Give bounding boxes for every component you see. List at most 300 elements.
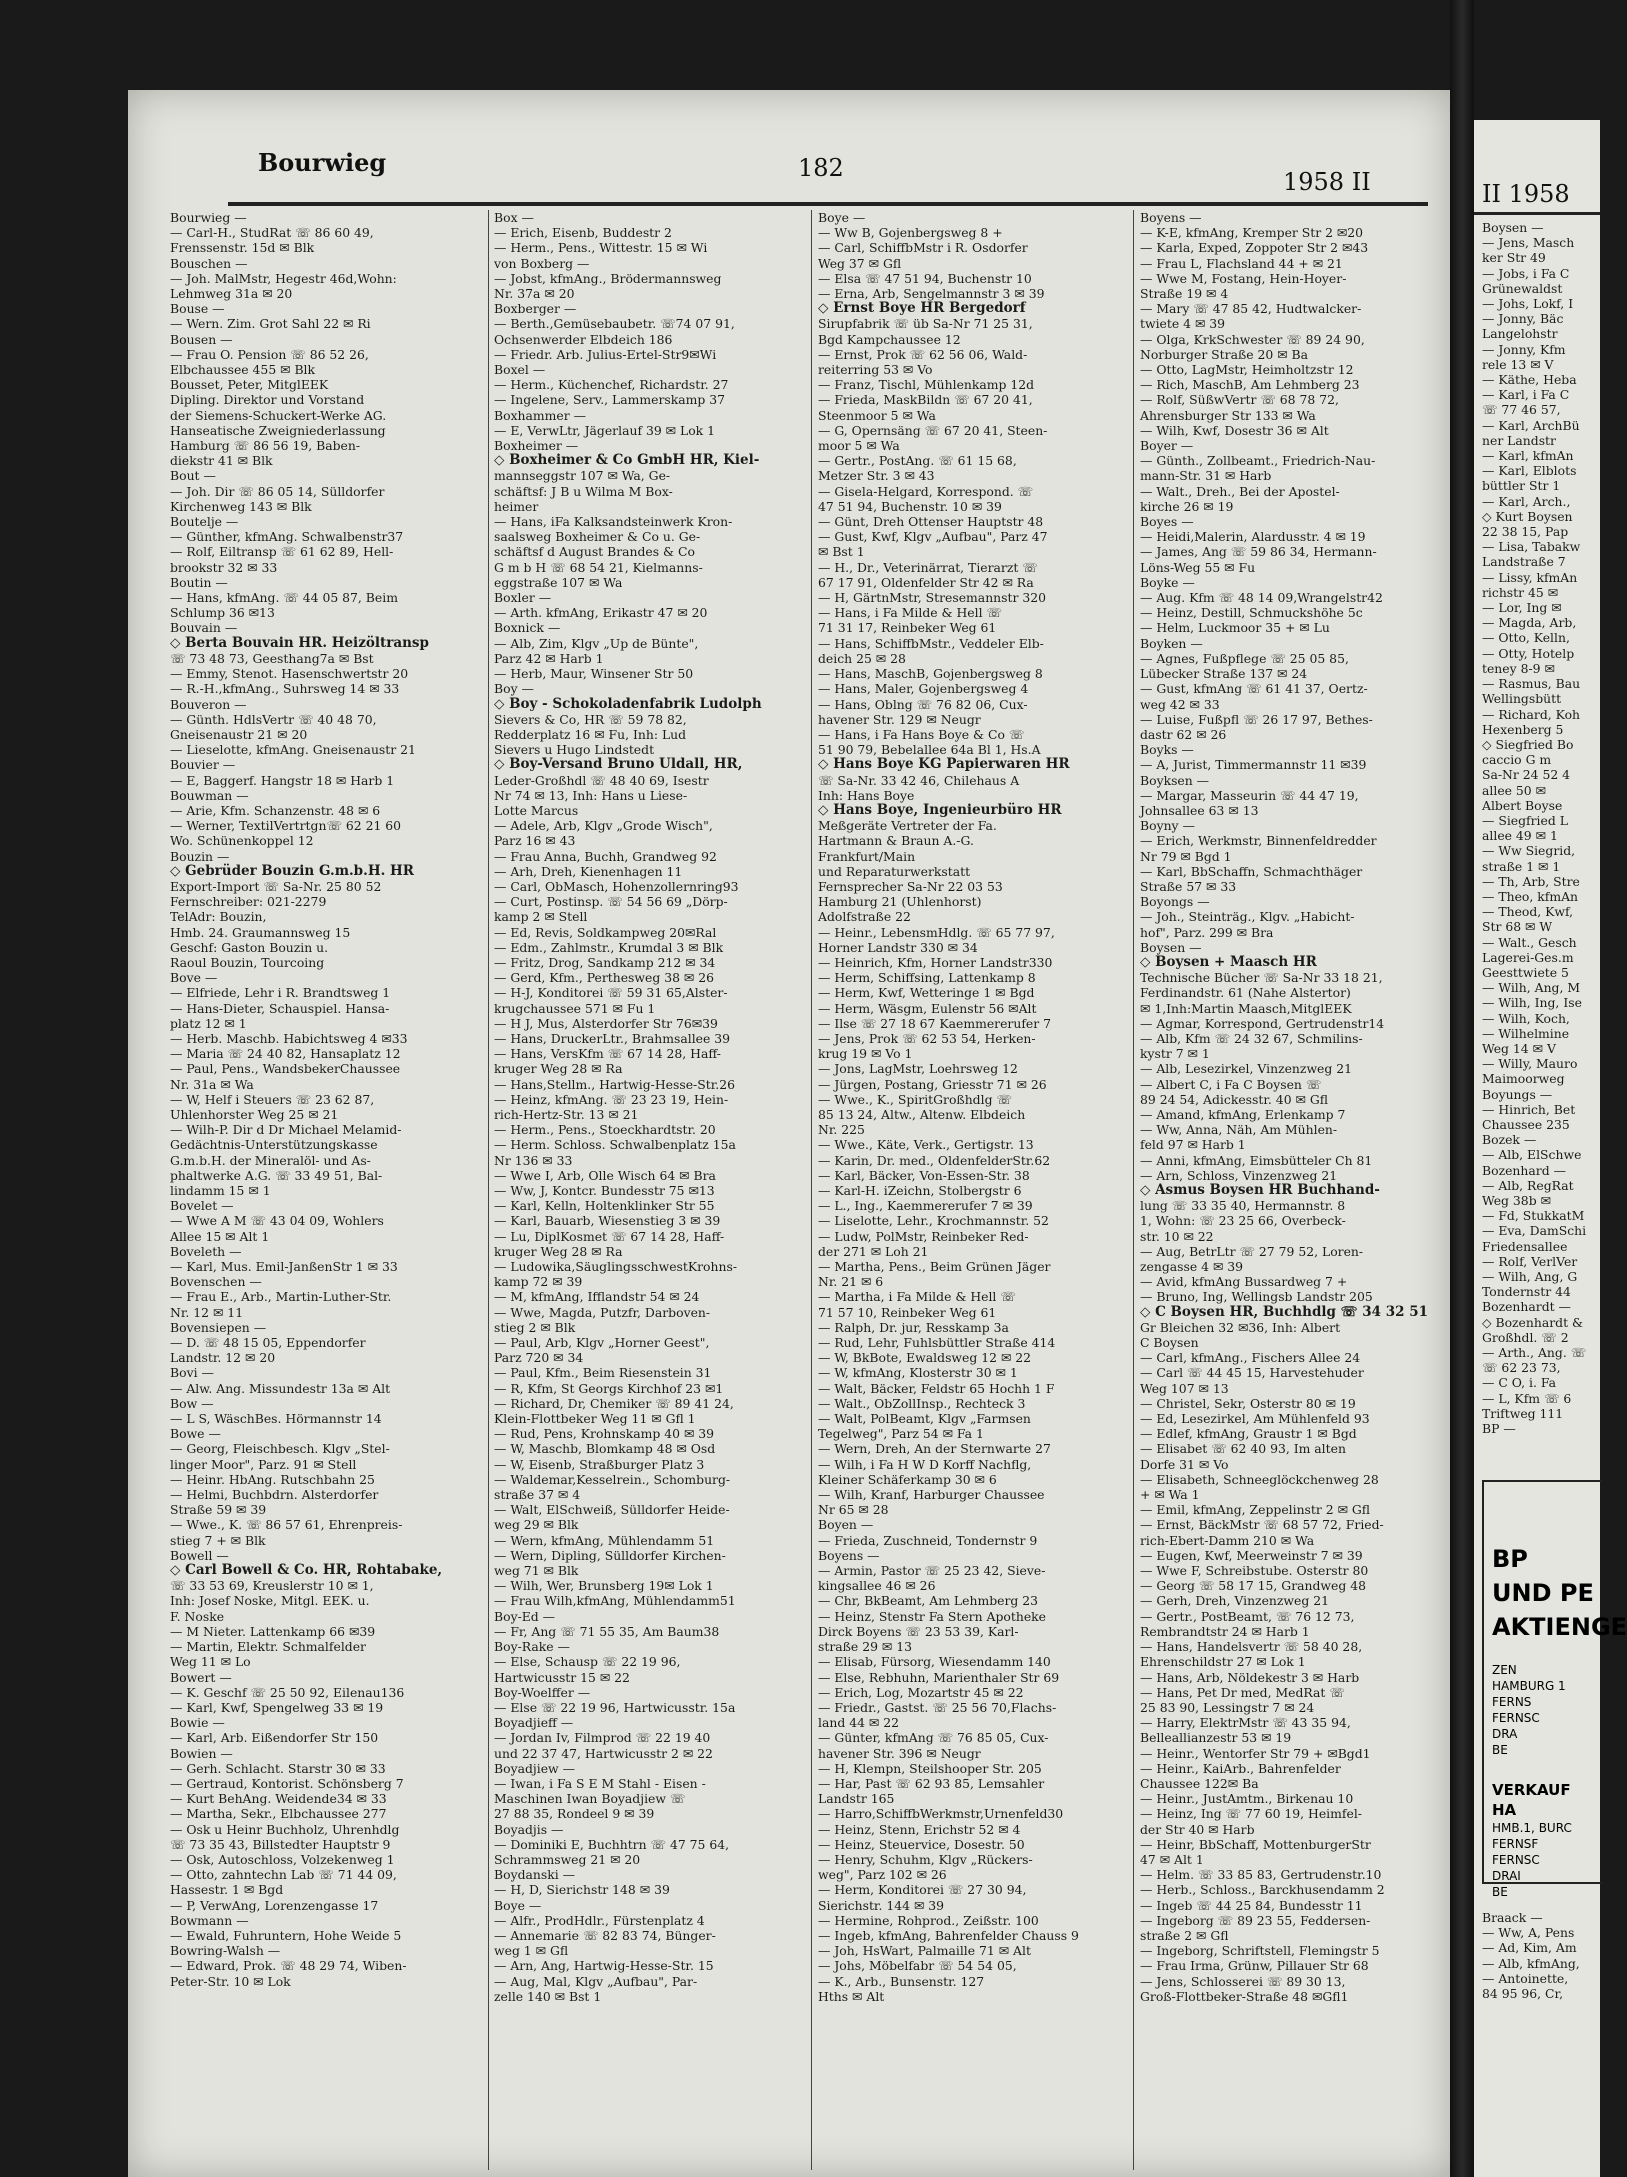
directory-entry-line: mannseggstr 107 ✉ Wa, Ge- xyxy=(494,468,671,484)
column-4 xyxy=(1140,210,1440,2170)
directory-entry-line: — Hans,Stellm., Hartwig-Hesse-Str.26 xyxy=(494,1076,735,1092)
directory-entry-line: Nr. 31a ✉ Wa xyxy=(170,1076,254,1092)
directory-entry-line: Sierichstr. 144 ✉ 39 xyxy=(818,1897,945,1913)
directory-entry-line: — Jobst, kfmAng., Brödermannsweg xyxy=(494,270,722,286)
facing-entry-line: — Ad, Kim, Am xyxy=(1482,1940,1577,1956)
facing-entry-line: — Karl, ArchBü xyxy=(1482,417,1580,433)
ad-text-line: HA xyxy=(1492,1801,1517,1819)
directory-entry-line: — Carl-H., StudRat ☏ 86 60 49, xyxy=(170,225,374,241)
directory-entry-line: Horner Landstr 330 ✉ 34 xyxy=(818,939,978,955)
directory-entry-line: — Joh, HsWart, Palmaille 71 ✉ Alt xyxy=(818,1943,1031,1959)
directory-entry-line: — Friedr., Gastst. ☏ 25 56 70,Flachs- xyxy=(818,1699,1057,1715)
directory-entry-line: + ✉ Wa 1 xyxy=(1140,1487,1200,1503)
directory-entry-line: Boyke — xyxy=(1140,574,1195,590)
facing-entry-line: — Wilh, Ing, Ise xyxy=(1482,995,1582,1011)
facing-entry-line: — Jonny, Kfm xyxy=(1482,341,1566,357)
directory-entry-line: kruger Weg 28 ✉ Ra xyxy=(494,1061,623,1077)
directory-entry-line: — Hans, Oblng ☏ 76 82 06, Cux- xyxy=(818,696,1028,712)
directory-entry-line: 47 51 94, Buchenstr. 10 ✉ 39 xyxy=(818,498,1002,514)
directory-entry-line: — Hans, Arb, Nöldekestr 3 ✉ Harb xyxy=(1140,1669,1360,1685)
directory-entry-line: — Johs, Möbelfabr ☏ 54 54 05, xyxy=(818,1958,1017,1974)
directory-entry-line: — Herm, Schiffsing, Lattenkamp 8 xyxy=(818,970,1036,986)
directory-entry-line: Boydanski — xyxy=(494,1867,576,1883)
facing-entry-line: — Wilh, Koch, xyxy=(1482,1010,1570,1026)
facing-entry-line: 22 38 15, Pap xyxy=(1482,524,1569,540)
directory-entry-line: Frenssenstr. 15d ✉ Blk xyxy=(170,240,315,256)
directory-entry-line: hof", Parz. 299 ✉ Bra xyxy=(1140,924,1274,940)
directory-entry-line: ◇ Hans Boye KG Papierwaren HR xyxy=(818,756,1070,773)
directory-entry-line: — Olga, KrkSchwester ☏ 89 24 90, xyxy=(1140,331,1365,347)
directory-entry-line: — Heinz, Stenstr Fa Stern Apotheke xyxy=(818,1608,1046,1624)
directory-entry-line: — Martha, i Fa Milde & Hell ☏ xyxy=(818,1289,1016,1305)
directory-entry-line: — Elisabet ☏ 62 40 93, Im alten xyxy=(1140,1441,1346,1457)
directory-entry-line: — Gerd, Kfm., Perthesweg 38 ✉ 26 xyxy=(494,970,714,986)
directory-entry-line: — Jens, Prok ☏ 62 53 54, Herken- xyxy=(818,1030,1036,1046)
directory-entry-line: — Günth. HdlsVertr ☏ 40 48 70, xyxy=(170,711,377,727)
facing-entry-line: — Ww Siegrid, xyxy=(1482,843,1576,859)
directory-entry-line: — Rolf, Eiltransp ☏ 61 62 89, Hell- xyxy=(170,544,394,560)
directory-entry-line: — Agnes, Fußpflege ☏ 25 05 85, xyxy=(1140,650,1349,666)
directory-entry-line: — Frau O. Pension ☏ 86 52 26, xyxy=(170,346,369,362)
directory-entry-line: schäftsf d August Brandes & Co xyxy=(494,544,695,560)
directory-entry-line: Kleiner Schäferkamp 30 ✉ 6 xyxy=(818,1471,997,1487)
directory-entry-line: — Wern, kfmAng, Mühlendamm 51 xyxy=(494,1532,715,1548)
directory-entry-line: — Rud, Lehr, Fuhlsbüttler Straße 414 xyxy=(818,1335,1056,1351)
directory-entry-line: — Heinz, Destill, Schmuckshöhe 5c xyxy=(1140,605,1363,621)
directory-entry-line: Bovenschen — xyxy=(170,1274,262,1290)
facing-entry-line: Sa-Nr 24 52 4 xyxy=(1482,767,1571,783)
directory-entry-line: — Herm., Pens., Stoeckhardtstr. 20 xyxy=(494,1122,716,1138)
directory-entry-line: Landstr. 12 ✉ 20 xyxy=(170,1350,276,1366)
facing-entry-line: — Siegfried L xyxy=(1482,812,1568,828)
directory-entry-line: — Paul, Arb, Klgv „Horner Geest", xyxy=(494,1335,710,1351)
facing-entry-line: — Arth., Ang. ☏ xyxy=(1482,1345,1587,1361)
directory-entry-line: — Frau Wilh,kfmAng, Mühlendamm51 xyxy=(494,1593,736,1609)
directory-entry-line: Bouse — xyxy=(170,301,225,317)
facing-entry-line: ◇ Siegfried Bo xyxy=(1482,736,1574,752)
directory-entry-line: Bowmann — xyxy=(170,1912,249,1928)
directory-entry-line: Redderplatz 16 ✉ Fu, Inh: Lud xyxy=(494,726,687,742)
directory-entry-line: — Alb, Kfm ☏ 24 32 67, Schmilins- xyxy=(1140,1030,1363,1046)
directory-entry-line: C Boysen xyxy=(1140,1335,1199,1351)
directory-entry-line: — Gertraud, Kontorist. Schönsberg 7 xyxy=(170,1775,404,1791)
directory-entry-line: — Luise, Fußpfl ☏ 26 17 97, Bethes- xyxy=(1140,711,1373,727)
directory-entry-line: kamp 72 ✉ 39 xyxy=(494,1274,583,1290)
directory-entry-line: — Annemarie ☏ 82 83 74, Bünger- xyxy=(494,1927,716,1943)
directory-entry-line: — H-J, Konditorei ☏ 59 31 65,Alster- xyxy=(494,985,728,1001)
facing-entry-line: ker Str 49 xyxy=(1482,250,1546,266)
directory-entry-line: Hths ✉ Alt xyxy=(818,1988,885,2004)
directory-entry-line: 89 24 54, Adickesstr. 40 ✉ Gfl xyxy=(1140,1091,1329,1107)
directory-entry-line: Johnsallee 63 ✉ 13 xyxy=(1140,802,1259,818)
directory-entry-line: Boyks — xyxy=(1140,742,1194,758)
directory-entry-line: — Gust, Kwf, Klgv „Aufbau", Parz 47 xyxy=(818,529,1048,545)
directory-entry-line: — Herm, Kwf, Wetteringe 1 ✉ Bgd xyxy=(818,985,1035,1001)
facing-entry-line: — Karl, Arch., xyxy=(1482,493,1571,509)
directory-entry-line: — Lieselotte, kfmAng. Gneisenaustr 21 xyxy=(170,742,416,758)
directory-entry-line: Dirck Boyens ☏ 23 53 39, Karl- xyxy=(818,1623,1019,1639)
ad-text-line: BP xyxy=(1492,1545,1528,1573)
directory-entry-line: Frankfurt/Main xyxy=(818,848,916,864)
directory-entry-line: 71 31 17, Reinbeker Weg 61 xyxy=(818,620,997,636)
directory-entry-line: — Carl, kfmAng., Fischers Allee 24 xyxy=(1140,1350,1361,1366)
facing-entry-line: Albert Boyse xyxy=(1482,797,1563,813)
directory-entry-line: — Heinz, kfmAng. ☏ 23 23 19, Hein- xyxy=(494,1091,729,1107)
directory-entry-line: — Avid, kfmAng Bussardweg 7 + xyxy=(1140,1274,1348,1290)
directory-entry-line: Weg 11 ✉ Lo xyxy=(170,1654,251,1670)
directory-entry-line: reiterring 53 ✉ Vo xyxy=(818,362,933,378)
facing-entry-line: rele 13 ✉ V xyxy=(1482,356,1554,372)
facing-entry-line: — Käthe, Heba xyxy=(1482,372,1577,388)
directory-entry-line: — H, GärtnMstr, Stresemannstr 320 xyxy=(818,590,1047,606)
directory-entry-line: — W, Eisenb, Straßburger Platz 3 xyxy=(494,1456,705,1472)
directory-entry-line: — Elisabeth, Schneeglöckchenweg 28 xyxy=(1140,1471,1379,1487)
facing-entry-line: — Lor, Ing ✉ xyxy=(1482,600,1562,616)
directory-page xyxy=(128,90,1450,2177)
directory-entry-line: — Elsa ☏ 47 51 94, Buchenstr 10 xyxy=(818,270,1032,286)
directory-entry-line: Bowert — xyxy=(170,1669,232,1685)
directory-entry-line: straße 2 ✉ Gfl xyxy=(1140,1927,1229,1943)
directory-entry-line: 1, Wohn: ☏ 23 25 66, Overbeck- xyxy=(1140,1213,1346,1229)
facing-entry-line: Großhdl. ☏ 2 xyxy=(1482,1329,1569,1345)
directory-entry-line: 85 13 24, Altw., Altenw. Elbdeich xyxy=(818,1106,1026,1122)
directory-entry-line: Lübecker Straße 137 ✉ 24 xyxy=(1140,666,1308,682)
directory-entry-line: Bgd Kampchaussee 12 xyxy=(818,331,961,347)
facing-entry-line: teney 8-9 ✉ xyxy=(1482,660,1555,676)
directory-entry-line: Bousset, Peter, MitglEEK xyxy=(170,377,329,393)
directory-entry-line: — Karl, Bauarb, Wiesenstieg 3 ✉ 39 xyxy=(494,1213,721,1229)
ad-text-line: FERNS xyxy=(1492,1695,1532,1709)
directory-entry-line: Dipling. Direktor und Vorstand xyxy=(170,392,365,408)
directory-entry-line: — Arh, Dreh, Kienenhagen 11 xyxy=(494,863,683,879)
directory-entry-line: — Else, Rebhuhn, Marienthaler Str 69 xyxy=(818,1669,1060,1685)
directory-entry-line: Boy-Woelffer — xyxy=(494,1684,591,1700)
directory-entry-line: Lehmweg 31a ✉ 20 xyxy=(170,286,293,302)
directory-entry-line: — Hans, VersKfm ☏ 67 14 28, Haff- xyxy=(494,1046,721,1062)
facing-entry-line: richstr 45 ✉ xyxy=(1482,584,1559,600)
directory-entry-line: Boxel — xyxy=(494,362,546,378)
facing-entry-line: — Rolf, VerlVer xyxy=(1482,1253,1578,1269)
directory-entry-line: — Carl ☏ 44 45 15, Harvestehuder xyxy=(1140,1365,1364,1381)
directory-entry-line: — Ludowika,SäuglingsschwestKrohns- xyxy=(494,1259,738,1275)
directory-entry-line: Bowe — xyxy=(170,1426,221,1442)
directory-entry-line: — Paul, Kfm., Beim Riesenstein 31 xyxy=(494,1365,712,1381)
directory-entry-line: — Osk, Autoschloss, Volzekenweg 1 xyxy=(170,1851,395,1867)
directory-entry-line: Bouschen — xyxy=(170,255,248,271)
ad-text-line: HAMBURG 1 xyxy=(1492,1679,1566,1693)
directory-entry-line: — Jordan Iv, Filmprod ☏ 22 19 40 xyxy=(494,1730,711,1746)
directory-entry-line: — Aug. Kfm ☏ 48 14 09,Wrangelstr42 xyxy=(1140,590,1383,606)
directory-entry-line: Peter-Str. 10 ✉ Lok xyxy=(170,1973,291,1989)
directory-entry-line: — Erich, Eisenb, Buddestr 2 xyxy=(494,225,672,241)
directory-entry-line: — Erich, Log, Mozartstr 45 ✉ 22 xyxy=(818,1684,1024,1700)
facing-entry-line: — Johs, Lokf, I xyxy=(1482,296,1574,312)
directory-entry-line: Hamburg ☏ 86 56 19, Baben- xyxy=(170,438,361,454)
facing-entry-line: — Karl, kfmAn xyxy=(1482,448,1574,464)
directory-entry-line: zelle 140 ✉ Bst 1 xyxy=(494,1988,602,2004)
directory-entry-line: — Gertr., PostAng. ☏ 61 15 68, xyxy=(818,453,1017,469)
directory-entry-line: ◇ Boxheimer & Co GmbH HR, Kiel- xyxy=(494,452,760,469)
directory-entry-line: Export-Import ☏ Sa-Nr. 25 80 52 xyxy=(170,878,382,894)
directory-entry-line: — Günter, kfmAng ☏ 76 85 05, Cux- xyxy=(818,1730,1049,1746)
directory-entry-line: ✉ 1,Inh:Martin Maasch,MitglEEK xyxy=(1140,1000,1352,1016)
directory-entry-line: — Alb, Zim, Klgv „Up de Bünte", xyxy=(494,635,699,651)
directory-entry-line: und Reparaturwerkstatt xyxy=(818,863,971,879)
directory-entry-line: Ferdinandstr. 61 (Nahe Alstertor) xyxy=(1140,985,1351,1001)
directory-entry-line: kystr 7 ✉ 1 xyxy=(1140,1046,1210,1062)
directory-entry-line: — Hans, MaschB, Gojenbergsweg 8 xyxy=(818,666,1043,682)
directory-entry-line: — H J, Mus, Alsterdorfer Str 76✉39 xyxy=(494,1015,718,1031)
directory-entry-line: lindamm 15 ✉ 1 xyxy=(170,1183,271,1198)
directory-entry-line: und 22 37 47, Hartwicusstr 2 ✉ 22 xyxy=(494,1745,713,1761)
directory-entry-line: Norburger Straße 20 ✉ Ba xyxy=(1140,346,1309,362)
directory-entry-line: — P, VerwAng, Lorenzengasse 17 xyxy=(170,1897,379,1913)
facing-entry-line: Tondernstr 44 xyxy=(1482,1284,1571,1300)
directory-entry-line: — Wilh, Kwf, Dosestr 36 ✉ Alt xyxy=(1140,422,1329,438)
directory-entry-line: — Liselotte, Lehr., Krochmannstr. 52 xyxy=(818,1213,1049,1229)
directory-entry-line: Bovi — xyxy=(170,1365,214,1381)
directory-entry-line: — Eugen, Kwf, Meerweinstr 7 ✉ 39 xyxy=(1140,1547,1363,1563)
directory-entry-line: — Karl, Arb. Eißendorfer Str 150 xyxy=(170,1730,379,1746)
directory-entry-line: — W, Maschb, Blomkamp 48 ✉ Osd xyxy=(494,1441,716,1457)
directory-entry-line: — H, D, Sierichstr 148 ✉ 39 xyxy=(494,1882,670,1898)
directory-entry-line: — Martin, Elektr. Schmalfelder xyxy=(170,1639,366,1655)
facing-entry-line: Maimoorweg xyxy=(1482,1071,1565,1087)
directory-entry-line: Löns-Weg 55 ✉ Fu xyxy=(1140,559,1256,575)
directory-entry-line: — Walt., Dreh., Bei der Apostel- xyxy=(1140,483,1340,499)
directory-entry-line: — Wilh, i Fa H W D Korff Nachflg, xyxy=(818,1456,1032,1472)
directory-entry-line: Bouwman — xyxy=(170,787,249,803)
directory-entry-line: Bouveron — xyxy=(170,696,247,712)
facing-entry-line: — Jonny, Bäc xyxy=(1482,311,1564,327)
facing-entry-line: Hexenberg 5 xyxy=(1482,721,1564,737)
directory-entry-line: Elbchaussee 455 ✉ Blk xyxy=(170,362,316,378)
directory-entry-line: ◇ C Boysen HR, Buchhdlg ☏ 34 32 51 xyxy=(1140,1303,1428,1320)
directory-entry-line: — A, Jurist, Timmermannstr 11 ✉39 xyxy=(1140,757,1367,773)
directory-entry-line: — Günt, Dreh Ottenser Hauptstr 48 xyxy=(818,514,1044,530)
directory-entry-line: — Ed, Revis, Soldkampweg 20✉Ral xyxy=(494,924,717,940)
directory-entry-line: — Heinr., JustAmtm., Birkenau 10 xyxy=(1140,1791,1354,1807)
facing-entry-line: ◇ Kurt Boysen xyxy=(1482,508,1573,524)
directory-entry-line: Gneisenaustr 21 ✉ 20 xyxy=(170,726,308,742)
directory-entry-line: Fernschreiber: 021-2279 xyxy=(170,894,327,910)
directory-entry-line: Straße 59 ✉ 39 xyxy=(170,1502,267,1518)
directory-entry-line: — Hans, DruckerLtr., Brahmsallee 39 xyxy=(494,1030,731,1046)
directory-entry-line: — Carl, SchiffbMstr i R. Osdorfer xyxy=(818,240,1028,256)
directory-entry-line: — Heinz, Steuervice, Dosestr. 50 xyxy=(818,1836,1025,1852)
directory-entry-line: Sievers & Co, HR ☏ 59 78 82, xyxy=(494,711,687,727)
directory-entry-line: — Arn, Ang, Hartwig-Hesse-Str. 15 xyxy=(494,1958,714,1974)
directory-entry-line: ◇ Hans Boye, Ingenieurbüro HR xyxy=(818,801,1062,818)
directory-entry-line: Nr. 37a ✉ 20 xyxy=(494,286,575,302)
page-number: 182 xyxy=(798,154,844,182)
directory-entry-line: Sirupfabrik ☏ üb Sa-Nr 71 25 31, xyxy=(818,316,1033,332)
directory-entry-line: — W, kfmAng, Klosterstr 30 ✉ 1 xyxy=(818,1365,1018,1381)
facing-entry-line: — Wilh, Ang, G xyxy=(1482,1269,1578,1285)
directory-entry-line: — Wwe., K., SpiritGroßhdlg ☏ xyxy=(818,1091,1012,1107)
directory-entry-line: — Elfriede, Lehr i R. Brandtsweg 1 xyxy=(170,985,391,1001)
facing-entry-line: — Wilh, Ang, M xyxy=(1482,980,1581,996)
directory-entry-line: — Karl, Kelln, Holtenklinker Str 55 xyxy=(494,1198,715,1214)
directory-entry-line: Gedächtnis-Unterstützungskasse xyxy=(170,1137,378,1153)
directory-entry-line: Geschf: Gaston Bouzin u. xyxy=(170,939,329,955)
directory-entry-line: — Frau Irma, Grünw, Pillauer Str 68 xyxy=(1140,1958,1369,1974)
directory-entry-line: Inh: Hans Boye xyxy=(818,787,915,803)
directory-entry-line: — Edlef, kfmAng, Graustr 1 ✉ Bgd xyxy=(1140,1426,1357,1442)
directory-entry-line: — Wwe., Käte, Verk., Gertigstr. 13 xyxy=(818,1137,1034,1153)
directory-entry-line: — Walt, Bäcker, Feldstr 65 Hochh 1 F xyxy=(818,1380,1055,1396)
directory-entry-line: — Martha, Pens., Beim Grünen Jäger xyxy=(818,1259,1051,1275)
directory-entry-line: Groß-Flottbeker-Straße 48 ✉Gfl1 xyxy=(1140,1988,1349,2004)
directory-entry-line: Hamburg 21 (Uhlenhorst) xyxy=(818,894,982,910)
directory-entry-line: — Wilh, Wer, Brunsberg 19✉ Lok 1 xyxy=(494,1578,714,1594)
directory-entry-line: — Ewald, Fuhruntern, Hohe Weide 5 xyxy=(170,1927,402,1943)
directory-entry-line: str. 10 ✉ 22 xyxy=(1140,1228,1214,1244)
column-divider xyxy=(1133,210,1134,2170)
directory-entry-line: G m b H ☏ 68 54 21, Kielmanns- xyxy=(494,559,703,575)
directory-entry-line: — Gust, kfmAng ☏ 61 41 37, Oertz- xyxy=(1140,681,1368,697)
directory-entry-line: Hassestr. 1 ✉ Bgd xyxy=(170,1882,284,1898)
directory-entry-line: Nr 79 ✉ Bgd 1 xyxy=(1140,848,1232,864)
book-gutter xyxy=(1450,0,1474,2177)
facing-header-rule xyxy=(1474,212,1600,215)
directory-entry-line: — Wwe I, Arb, Olle Wisch 64 ✉ Bra xyxy=(494,1167,716,1183)
directory-entry-line: — Curt, Postinsp. ☏ 54 56 69 „Dörp- xyxy=(494,894,728,910)
directory-entry-line: — Günther, kfmAng. Schwalbenstr37 xyxy=(170,529,404,545)
facing-entry-line: Boysen — xyxy=(1482,220,1544,235)
directory-entry-line: stieg 2 ✉ Blk xyxy=(494,1319,576,1335)
directory-entry-line: 25 83 90, Lessingstr 7 ✉ 24 xyxy=(1140,1699,1315,1715)
directory-entry-line: — Maria ☏ 24 40 82, Hansaplatz 12 xyxy=(170,1046,401,1062)
directory-entry-line: — Christel, Sekr, Osterstr 80 ✉ 19 xyxy=(1140,1395,1356,1411)
directory-entry-line: weg 42 ✉ 33 xyxy=(1140,696,1220,712)
directory-entry-line: — Hans, Maler, Gojenbergsweg 4 xyxy=(818,681,1029,697)
directory-entry-line: Allee 15 ✉ Alt 1 xyxy=(170,1228,270,1244)
directory-entry-line: — Helm, Luckmoor 35 + ✉ Lu xyxy=(1140,620,1330,636)
directory-entry-line: — Gertr., PostBeamt, ☏ 76 12 73, xyxy=(1140,1608,1355,1624)
directory-entry-line: — Otto, zahntechn Lab ☏ 71 44 09, xyxy=(170,1867,397,1883)
directory-entry-line: — Mary ☏ 47 85 42, Hudtwalcker- xyxy=(1140,301,1362,317)
directory-entry-line: Straße 57 ✉ 33 xyxy=(1140,878,1237,894)
directory-entry-line: Ehrenschildstr 27 ✉ Lok 1 xyxy=(1140,1654,1306,1670)
directory-entry-line: Nr. 225 xyxy=(818,1122,865,1138)
facing-entry-line: büttler Str 1 xyxy=(1482,478,1561,494)
directory-entry-line: — Wilh, Kranf, Harburger Chaussee xyxy=(818,1487,1045,1503)
directory-entry-line: Metzer Str. 3 ✉ 43 xyxy=(818,468,935,484)
directory-entry-line: Ahrensburger Str 133 ✉ Wa xyxy=(1140,407,1316,423)
facing-entry-line: Wellingsbütt xyxy=(1482,691,1562,707)
directory-entry-line: — Bruno, Ing, Wellingsb Landstr 205 xyxy=(1140,1289,1373,1305)
directory-entry-line: — Berth.,Gemüsebaubetr. ☏74 07 91, xyxy=(494,316,735,332)
directory-entry-line: — Helmi, Buchbdrn. Alsterdorfer xyxy=(170,1487,379,1503)
directory-entry-line: Nr. 21 ✉ 6 xyxy=(818,1274,884,1290)
directory-entry-line: Kirchenweg 143 ✉ Blk xyxy=(170,498,312,514)
facing-entry-line: Braack — xyxy=(1482,1910,1543,1925)
directory-entry-line: Hmb. 24. Graumannsweg 15 xyxy=(170,924,351,940)
directory-entry-line: lung ☏ 33 35 40, Hermannstr. 8 xyxy=(1140,1198,1346,1214)
directory-entry-line: ☏ Sa-Nr. 33 42 46, Chilehaus A xyxy=(818,772,1020,788)
directory-entry-line: — Herm, Wäsgm, Eulenstr 56 ✉Alt xyxy=(818,1000,1037,1016)
directory-entry-line: — Franz, Tischl, Mühlenkamp 12d xyxy=(818,377,1035,393)
directory-entry-line: — Arie, Kfm. Schanzenstr. 48 ✉ 6 xyxy=(170,802,381,818)
directory-entry-line: rich-Hertz-Str. 13 ✉ 21 xyxy=(494,1106,639,1122)
directory-entry-line: — Edward, Prok. ☏ 48 29 74, Wiben- xyxy=(170,1958,407,1974)
directory-entry-line: Raoul Bouzin, Tourcoing xyxy=(170,954,325,970)
facing-entry-line: — Wilhelmine xyxy=(1482,1025,1570,1041)
directory-entry-line: — L S, WäschBes. Hörmannstr 14 xyxy=(170,1411,382,1427)
directory-entry-line: — Carl, ObMasch, Hohenzollernring93 xyxy=(494,878,739,894)
directory-entry-line: feld 97 ✉ Harb 1 xyxy=(1140,1137,1246,1153)
directory-entry-line: — E, Baggerf. Hangstr 18 ✉ Harb 1 xyxy=(170,772,395,788)
directory-entry-line: weg", Parz 102 ✉ 26 xyxy=(818,1867,947,1883)
directory-entry-line: — Wern, Dipling, Sülldorfer Kirchen- xyxy=(494,1547,726,1563)
facing-entry-line: — Alb, RegRat xyxy=(1482,1177,1574,1193)
directory-entry-line: Bouzin — xyxy=(170,848,230,864)
directory-entry-line: — Walt, ElSchweiß, Sülldorfer Heide- xyxy=(494,1502,730,1518)
directory-entry-line: — Heinz, Stenn, Erichstr 52 ✉ 4 xyxy=(818,1821,1021,1837)
directory-entry-line: — Margar, Masseurin ☏ 44 47 19, xyxy=(1140,787,1359,803)
directory-entry-line: stieg 7 + ✉ Blk xyxy=(170,1532,266,1548)
directory-entry-line: Bout — xyxy=(170,468,216,484)
directory-entry-line: — M Nieter. Lattenkamp 66 ✉39 xyxy=(170,1623,376,1639)
directory-entry-line: havener Str. 396 ✉ Neugr xyxy=(818,1745,981,1761)
facing-entry-line: ☏ 62 23 73, xyxy=(1482,1360,1561,1376)
directory-entry-line: Boyken — xyxy=(1140,635,1203,651)
directory-entry-line: Boxnick — xyxy=(494,620,561,636)
directory-entry-line: — Karl, BbSchaffn, Schmachthäger xyxy=(1140,863,1363,879)
ad-text-line: ZEN xyxy=(1492,1663,1517,1677)
directory-entry-line: dastr 62 ✉ 26 xyxy=(1140,726,1227,742)
directory-entry-line: — Ludw, PolMstr, Reinbeker Red- xyxy=(818,1228,1029,1244)
directory-entry-line: — Paul, Pens., WandsbekerChaussee xyxy=(170,1061,401,1077)
directory-entry-line: — Amand, kfmAng, Erlenkamp 7 xyxy=(1140,1106,1346,1122)
directory-entry-line: — Heinr, BbSchaff, MottenburgerStr xyxy=(1140,1836,1371,1852)
facing-entry-line: — L, Kfm ☏ 6 xyxy=(1482,1390,1572,1406)
directory-entry-line: Schrammsweg 21 ✉ 20 xyxy=(494,1851,641,1867)
directory-entry-line: weg 1 ✉ Gfl xyxy=(494,1943,569,1959)
directory-entry-line: Boyadjis — xyxy=(494,1821,564,1837)
directory-entry-line: — Frieda, MaskBildn ☏ 67 20 41, xyxy=(818,392,1033,408)
directory-entry-line: — M, kfmAng, Ifflandstr 54 ✉ 24 xyxy=(494,1289,700,1305)
directory-entry-line: — Heinr. HbAng. Rutschbahn 25 xyxy=(170,1471,375,1487)
directory-entry-line: — Martha, Sekr., Elbchaussee 277 xyxy=(170,1806,387,1822)
facing-entry-line: Weg 38b ✉ xyxy=(1482,1193,1551,1208)
directory-entry-line: — Ingeb, kfmAng, Bahrenfelder Chauss 9 xyxy=(818,1927,1079,1943)
directory-entry-line: — Rich, MaschB, Am Lehmberg 23 xyxy=(1140,377,1360,393)
directory-entry-line: platz 12 ✉ 1 xyxy=(170,1015,247,1031)
directory-entry-line: Boyes — xyxy=(1140,514,1194,530)
directory-entry-line: — Heinr., LebensmHdlg. ☏ 65 77 97, xyxy=(818,924,1055,940)
directory-entry-line: Bouvier — xyxy=(170,757,236,773)
directory-entry-line: — Ilse ☏ 27 18 67 Kaemmererufer 7 xyxy=(818,1015,1051,1031)
directory-entry-line: F. Noske xyxy=(170,1608,225,1624)
directory-entry-line: — Ernst, BäckMstr ☏ 68 57 72, Fried- xyxy=(1140,1517,1384,1533)
facing-entry-line: — Lissy, kfmAn xyxy=(1482,569,1578,585)
directory-entry-line: — Ralph, Dr. jur, Resskamp 3a xyxy=(818,1319,1009,1335)
directory-entry-line: — Friedr. Arb. Julius-Ertel-Str9✉Wi xyxy=(494,346,717,362)
facing-entry-line: — Theod, Kwf, xyxy=(1482,904,1574,920)
directory-entry-line: — Rolf, SüßwVertr ☏ 68 78 72, xyxy=(1140,392,1339,408)
directory-entry-line: brookstr 32 ✉ 33 xyxy=(170,559,278,575)
directory-entry-line: Inh: Josef Noske, Mitgl. EEK. u. xyxy=(170,1593,370,1609)
directory-entry-line: Lotte Marcus xyxy=(494,802,579,818)
directory-entry-line: Technische Bücher ☏ Sa-Nr 33 18 21, xyxy=(1140,970,1383,986)
directory-entry-line: — Heinr., Wentorfer Str 79 + ✉Bgd1 xyxy=(1140,1745,1371,1761)
directory-entry-line: Hartmann & Braun A.-G. xyxy=(818,833,974,849)
facing-entry-line: Bozek — xyxy=(1482,1132,1537,1148)
directory-entry-line: linger Moor", Parz. 91 ✉ Stell xyxy=(170,1456,357,1472)
directory-entry-line: Boyen — xyxy=(818,1517,874,1533)
